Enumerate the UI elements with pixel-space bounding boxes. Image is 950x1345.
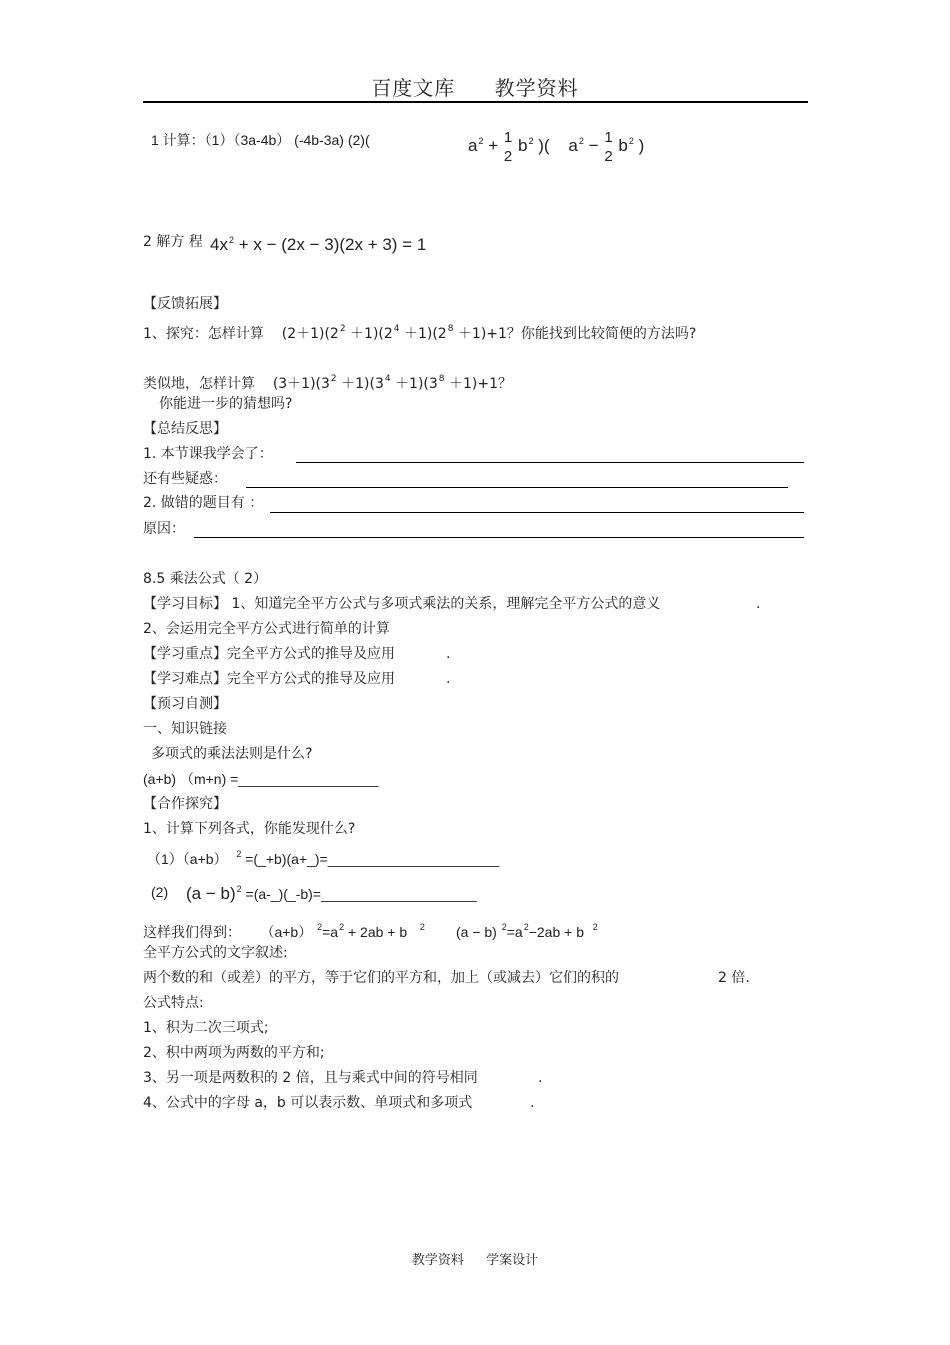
header-title-right: 教学资料	[494, 76, 579, 100]
features-heading: 公式特点:	[143, 995, 204, 1011]
learning-difficulty: 【学习难点】完全平方公式的推导及应用	[143, 671, 395, 687]
result-formulas: 这样我们得到： （a+b） $^2=a^2 + 2ab + b$ $^2$ (a − b) $^2=a^2-2ab + b$ $^2$	[143, 922, 598, 940]
page-footer	[0, 1249, 950, 1268]
header-title-left: 百度文库	[371, 76, 456, 100]
feedback-heading: 【反馈拓展】	[143, 296, 227, 312]
calc-item-2-label: (2)	[151, 884, 169, 900]
footer-left: 教学资料	[411, 1253, 464, 1268]
text-description-end: 2 倍.	[718, 970, 750, 986]
similar-question: 类似地，怎样计算 $(3+1)(3^2 +1)(3^4 +1)(3^8 +1)+1$？	[143, 374, 512, 392]
fraction-one-half: 1 2	[503, 128, 513, 165]
page-header-title	[0, 72, 950, 101]
learning-goal-2: 2、会运用完全平方公式进行简单的计算	[143, 621, 390, 637]
multiplication-rule-question: 多项式的乘法法则是什么?	[151, 746, 313, 762]
ab-mn-expression: (a+b) （m+n) =__________________	[143, 771, 379, 787]
fraction-one-half-2: 1 2	[604, 128, 613, 165]
feature-1: 1、积为二次三项式;	[143, 1020, 269, 1036]
text-description-heading: 全平方公式的文字叙述:	[143, 945, 288, 961]
text-description: 两个数的和（或差）的平方，等于它们的平方和，加上（或减去）它们的积的	[143, 970, 619, 986]
feature-4-dot: .	[530, 1095, 535, 1111]
question-1-label: 1 计算：（1）（3a-4b） (-4b-3a) (2)(	[151, 132, 370, 148]
summary-item-learned: 1. 本节课我学会了：	[143, 446, 273, 462]
feature-3: 3、另一项是两数积的 2 倍，且与乘式中间的符号相同	[143, 1070, 478, 1086]
cooperation-heading: 【合作探究】	[143, 796, 227, 812]
preview-heading: 【预习自测】	[143, 696, 227, 712]
summary-heading: 【总结反思】	[143, 421, 227, 437]
feature-2: 2、积中两项为两数的平方和;	[143, 1045, 325, 1061]
learning-difficulty-dot: .	[446, 671, 451, 687]
question-2-equation: $4x^2 + x - (2x - 3)(2x + 3) = 1$	[210, 235, 427, 254]
summary-item-mistakes: 2. 做错的题目有 ：	[143, 495, 264, 511]
explore-question-1: 1、探究：怎样计算 $(2+1)(2^2 +1)(2^4 +1)(2^8 +1)+1$？你能找到比较简便的方法吗?	[143, 324, 697, 342]
answer-line-mistakes[interactable]	[270, 512, 804, 513]
feature-3-dot: .	[538, 1070, 543, 1086]
knowledge-link-heading: 一、知识链接	[143, 721, 227, 737]
header-rule	[143, 101, 808, 103]
calc-intro: 1、计算下列各式，你能发现什么?	[143, 821, 356, 837]
feature-4: 4、公式中的字母 a，b 可以表示数、单项式和多项式	[143, 1095, 473, 1111]
answer-line-learned[interactable]	[296, 462, 804, 463]
learning-goal-1-dot: .	[756, 596, 761, 612]
summary-item-doubts: 还有些疑惑：	[143, 471, 227, 487]
lesson-title: 8.5 乘法公式（ 2）	[143, 571, 268, 587]
learning-focus: 【学习重点】完全平方公式的推导及应用	[143, 646, 395, 662]
summary-item-reason: 原因：	[143, 521, 185, 537]
question-2-label: 2 解方 程	[143, 234, 203, 250]
learning-goal-1: 【学习目标】 1、知道完全平方公式与多项式乘法的关系，理解完全平方公式的意义	[143, 596, 661, 612]
learning-focus-dot: .	[446, 646, 451, 662]
result-prefix: 这样我们得到：	[143, 924, 241, 940]
answer-line-reason[interactable]	[194, 537, 804, 538]
further-guess: 你能进一步的猜想吗?	[159, 396, 293, 412]
calc-item-1: （1）（a+b） $^2$ =(_+b)(a+_)=______________________	[147, 849, 500, 867]
answer-line-doubts[interactable]	[246, 487, 788, 488]
footer-right: 学案设计	[486, 1253, 539, 1268]
question-1-formula: $a^2$ + 1 2 $b^2$ )( $a^2$ − 1 2 $b^2$ )	[468, 128, 645, 165]
calc-item-2: $(a - b)^2$ =(a-_)(_-b)=____________________	[186, 884, 477, 903]
